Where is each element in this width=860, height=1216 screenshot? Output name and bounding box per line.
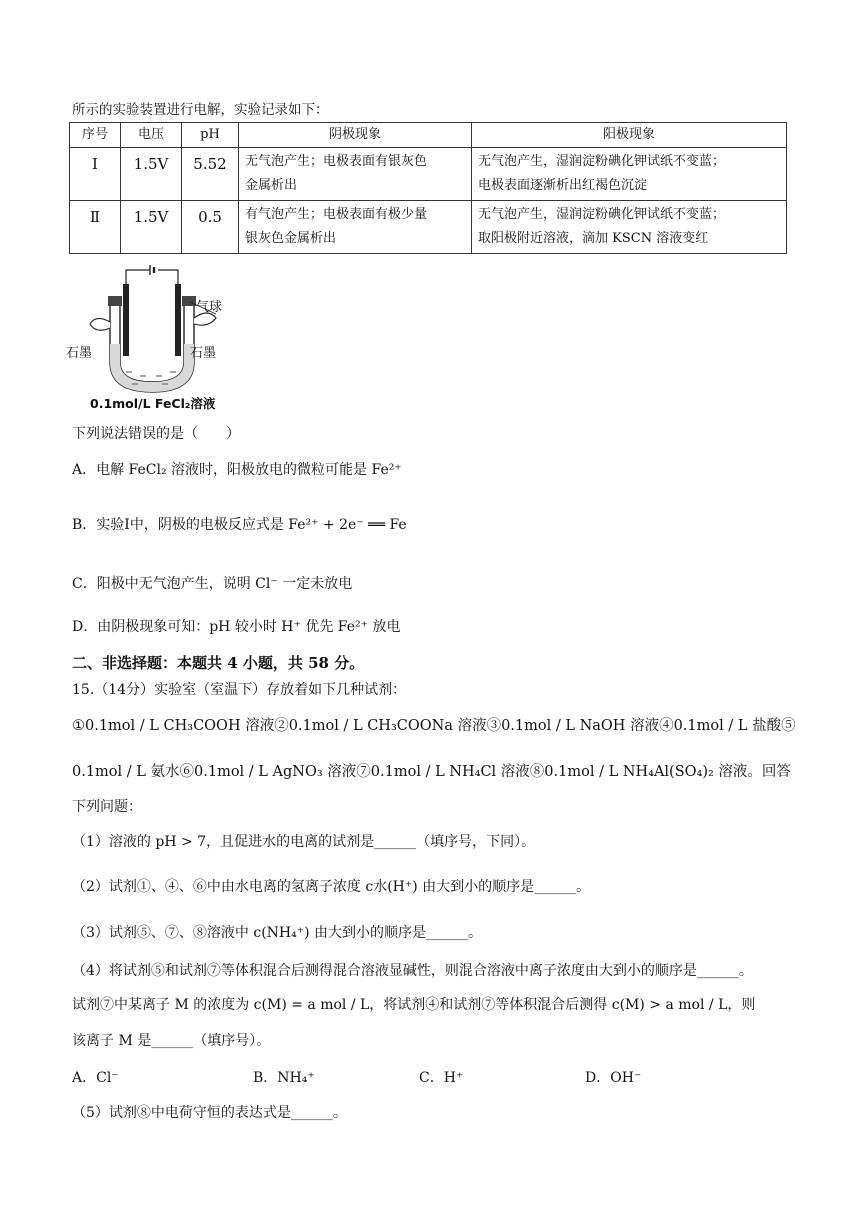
reagents-line-1: ①0.1mol / L CH₃COOH 溶液②0.1mol / L CH₃COONa 溶液③0.1mol / L NaOH 溶液④0.1mol / L 盐酸⑤	[72, 718, 796, 734]
option-c: C．阳极中无气泡产生，说明 Cl⁻ 一定未放电	[72, 576, 353, 592]
table-row	[70, 201, 787, 254]
cathode-line: 金属析出	[245, 178, 298, 193]
option-a: A．Cl⁻	[72, 1070, 119, 1086]
row-voltage: 1.5V	[121, 148, 182, 201]
header-id: 序号	[70, 123, 121, 148]
solution-label: 0.1mol/L FeCl₂溶液	[90, 396, 216, 411]
option-d: D．OH⁻	[585, 1070, 642, 1086]
reagents-line-2: 0.1mol / L 氨水⑥0.1mol / L AgNO₃ 溶液⑦0.1mol / L NH₄Cl 溶液⑧0.1mol / L NH₄Al(SO₄)₂ 溶液。回答	[72, 764, 791, 780]
row-anode	[472, 148, 787, 201]
cathode-line: 有气泡产生；电极表面有极少量	[245, 207, 428, 222]
row-id: Ⅰ	[70, 148, 121, 201]
balloon-label: 气球	[196, 300, 223, 315]
header-anode: 阳极现象	[472, 123, 787, 148]
section-title: 二、非选择题：本题共 4 小题，共 58 分。	[72, 654, 365, 672]
row-ph: 0.5	[182, 201, 239, 254]
experiment-table	[69, 122, 787, 254]
option-c: C．H⁺	[419, 1070, 464, 1086]
row-anode	[472, 201, 787, 254]
anode-line: 无气泡产生，湿润淀粉碘化钾试纸不变蓝；	[478, 207, 726, 222]
header-voltage: 电压	[121, 123, 182, 148]
row-id: Ⅱ	[70, 201, 121, 254]
sub-question-1: （1）溶液的 pH > 7，且促进水的电离的试剂是______（填序号，下同）。	[72, 834, 536, 850]
header-cathode: 阴极现象	[239, 123, 472, 148]
table-row	[70, 148, 787, 201]
row-ph: 5.52	[182, 148, 239, 201]
intro-text: 所示的实验装置进行电解，实验记录如下：	[72, 102, 329, 118]
sub-question-5: （5）试剂⑧中电荷守恒的表达式是______。	[72, 1105, 347, 1121]
question-header: 15.（14分）实验室（室温下）存放着如下几种试剂：	[72, 682, 407, 698]
anode-line: 取阳极附近溶液，滴加 KSCN 溶液变红	[478, 231, 709, 246]
header-ph: pH	[182, 123, 239, 148]
option-b: B．NH₄⁺	[253, 1070, 315, 1086]
row-cathode	[239, 148, 472, 201]
cathode-line: 无气泡产生；电极表面有银灰色	[245, 154, 428, 169]
option-d: D．由阴极现象可知：pH 较小时 H⁺ 优先 Fe²⁺ 放电	[72, 619, 401, 635]
u-tube-diagram	[66, 262, 236, 414]
left-electrode-label: 石墨	[66, 346, 93, 361]
question-stem: 下列说法错误的是（ ）	[72, 426, 240, 442]
option-b: B．实验Ⅰ中，阴极的电极反应式是 Fe²⁺ + 2e⁻ ══ Fe	[72, 517, 407, 533]
electrolysis-apparatus-figure	[66, 262, 236, 414]
reagents-line-3: 下列问题：	[72, 799, 142, 815]
sub-question-2: （2）试剂①、④、⑥中由水电离的氢离子浓度 c水(H⁺) 由大到小的顺序是______。	[72, 879, 591, 895]
sub-question-4-line-3: 该离子 M 是______（填序号）。	[72, 1033, 271, 1049]
anode-line: 电极表面逐渐析出红褐色沉淀	[478, 178, 648, 193]
table-header-row	[70, 123, 787, 148]
sub-question-4-line-2: 试剂⑦中某离子 M 的浓度为 c(M) = a mol / L，将试剂④和试剂⑦等体积混合后测得 c(M) > a mol / L，则	[72, 997, 756, 1013]
sub-question-4-options	[72, 1067, 772, 1089]
row-cathode	[239, 201, 472, 254]
cathode-line: 银灰色金属析出	[245, 231, 337, 246]
anode-line: 无气泡产生，湿润淀粉碘化钾试纸不变蓝；	[478, 154, 726, 169]
row-voltage: 1.5V	[121, 201, 182, 254]
sub-question-3: （3）试剂⑤、⑦、⑧溶液中 c(NH₄⁺) 由大到小的顺序是______。	[72, 925, 483, 941]
sub-question-4-line-1: （4）将试剂⑤和试剂⑦等体积混合后测得混合溶液显碱性，则混合溶液中离子浓度由大到小的顺序是______。	[72, 963, 753, 979]
right-electrode-label: 石墨	[190, 346, 217, 361]
option-a: A．电解 FeCl₂ 溶液时，阳极放电的微粒可能是 Fe²⁺	[72, 462, 402, 478]
